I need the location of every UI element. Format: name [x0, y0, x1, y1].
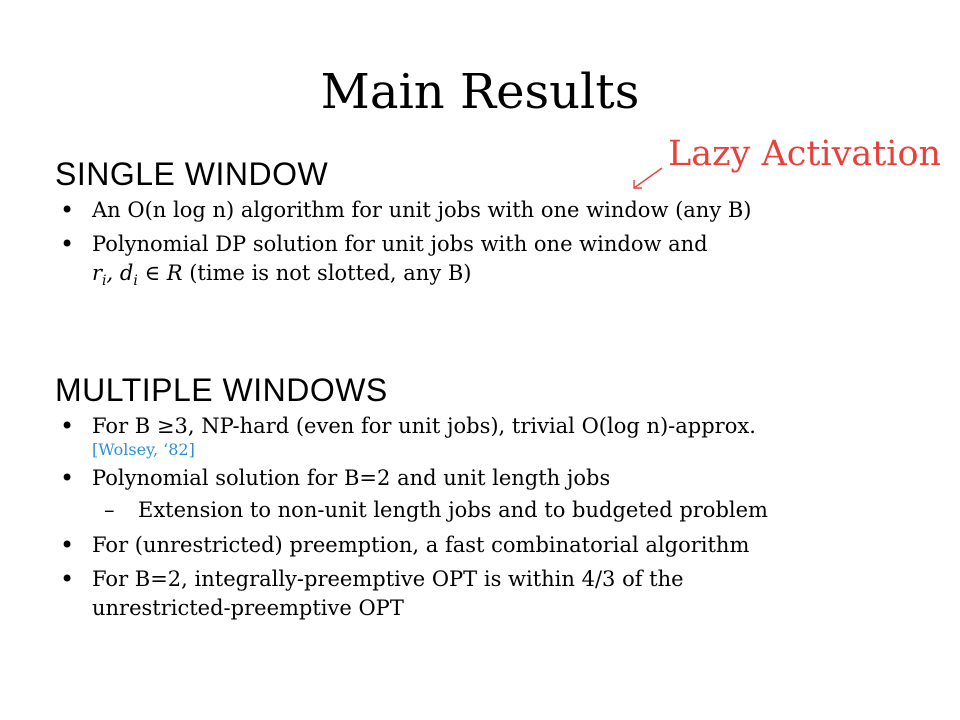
list-item: [0, 196, 960, 225]
list-item: [0, 230, 960, 296]
list-item: [0, 565, 960, 623]
sub-list-item: [0, 496, 960, 525]
citation: [Wolsey, ‘82]: [92, 440, 195, 459]
bullet-text: For B=2, integrally-preemptive OPT is within 4/3 of the: [92, 567, 684, 591]
lazy-activation-callout: Lazy Activation: [668, 134, 942, 174]
list-item: [0, 464, 960, 493]
bullet-icon: •: [60, 464, 75, 492]
bullet-icon: •: [60, 230, 75, 258]
bullet-text-continued: unrestricted-preemptive OPT: [92, 596, 404, 620]
sub-bullet-text: Extension to non-unit length jobs and to budgeted problem: [138, 498, 768, 522]
single-window-heading: SINGLE WINDOW: [55, 156, 329, 192]
list-item: [0, 412, 960, 459]
bullet-text: Polynomial solution for B=2 and unit length jobs: [92, 466, 611, 490]
list-item: [0, 531, 960, 560]
bullet-text: Polynomial DP solution for unit jobs with one window and: [92, 232, 708, 256]
bullet-icon: •: [60, 196, 75, 224]
bullet-icon: •: [60, 531, 75, 559]
single-window-list: [0, 196, 960, 301]
bullet-icon: •: [60, 412, 75, 440]
bullet-text-continued: (time is not slotted, any B): [182, 261, 472, 285]
bullet-text: For B ≥3, NP-hard (even for unit jobs), trivial O(log n)-approx.: [92, 414, 756, 438]
dash-icon: –: [104, 498, 115, 522]
slide-title: Main Results: [320, 64, 640, 120]
multiple-windows-list: [0, 412, 960, 628]
bullet-text: For (unrestricted) preemption, a fast combinatorial algorithm: [92, 533, 750, 557]
callout-arrow-icon: [630, 166, 664, 192]
multiple-windows-heading: MULTIPLE WINDOWS: [55, 372, 388, 408]
bullet-icon: •: [60, 565, 75, 593]
math-expression: $r_i$, $d_i$ ∈ R: [92, 261, 183, 290]
bullet-text: An O(n log n) algorithm for unit jobs with one window (any B): [92, 198, 752, 222]
